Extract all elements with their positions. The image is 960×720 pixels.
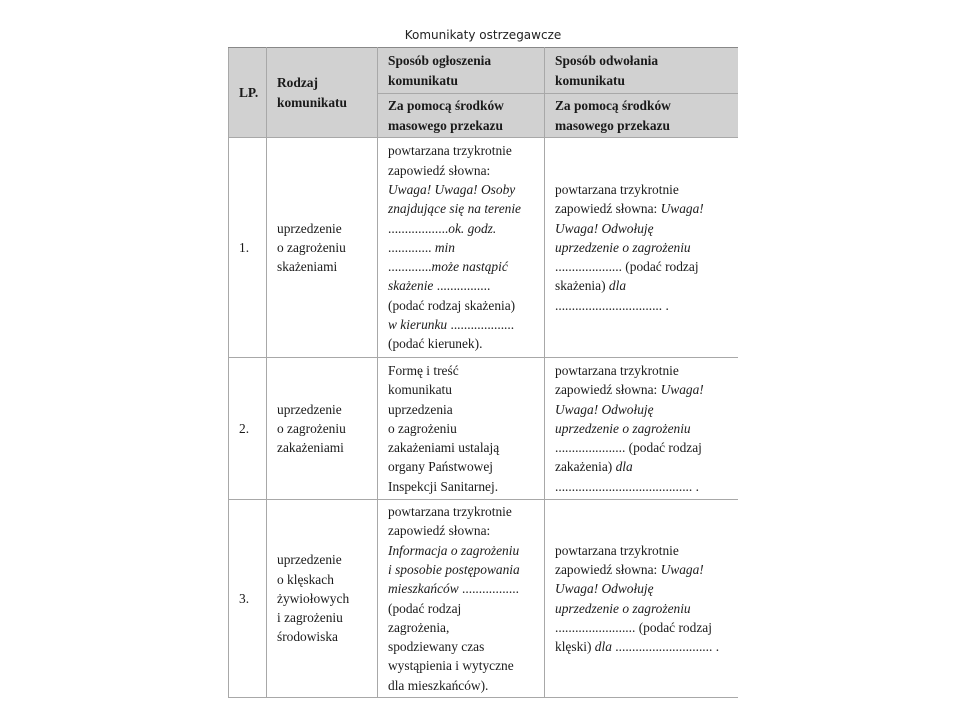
italic-fragment: dla bbox=[594, 639, 612, 655]
text-fragment: skażenia) bbox=[555, 278, 609, 294]
text-fragment: (podać rodzaj bbox=[388, 600, 462, 616]
method-line bbox=[388, 257, 534, 276]
italic-fragment: ok. godz. bbox=[448, 220, 497, 236]
message-type-line: o zagrożeniu bbox=[277, 239, 346, 255]
message-type-line: żywiołowych bbox=[277, 590, 350, 606]
text-fragment: powtarzana trzykrotnie bbox=[388, 143, 512, 159]
text-fragment: komunikatu bbox=[388, 382, 452, 398]
italic-fragment: uprzedzenie o zagrożeniu bbox=[555, 600, 691, 616]
method-line bbox=[555, 296, 728, 315]
text-fragment: zapowiedź słowna: bbox=[388, 523, 491, 539]
text-fragment: zapowiedź słowna: bbox=[555, 382, 661, 398]
text-fragment: uprzedzenia bbox=[388, 401, 453, 417]
message-type bbox=[267, 138, 378, 358]
text-fragment: ..................... (podać rodzaj bbox=[555, 440, 702, 456]
header-media-line2: masowego przekazu bbox=[388, 117, 503, 133]
method-line bbox=[555, 219, 728, 238]
method-line bbox=[555, 257, 728, 276]
message-type-line: o zagrożeniu bbox=[277, 420, 346, 436]
text-fragment: zapowiedź słowna: bbox=[555, 201, 661, 217]
header-media-line2: masowego przekazu bbox=[555, 117, 670, 133]
italic-fragment: Uwaga! Odwołuję bbox=[555, 581, 654, 597]
header-revoke-line1: Sposób odwołania bbox=[555, 53, 659, 69]
header-announce-line2: komunikatu bbox=[388, 72, 458, 88]
italic-fragment: dla bbox=[615, 459, 633, 475]
method-line bbox=[388, 419, 534, 438]
method-line bbox=[388, 400, 534, 419]
method-line bbox=[555, 380, 728, 399]
text-fragment: .................... (podać rodzaj bbox=[555, 259, 699, 275]
method-line bbox=[555, 599, 728, 618]
text-fragment: powtarzana trzykrotnie bbox=[555, 362, 679, 378]
italic-fragment: może nastąpić bbox=[431, 259, 508, 275]
method-line bbox=[388, 541, 534, 560]
message-type bbox=[267, 500, 378, 698]
header-revoke bbox=[545, 48, 738, 94]
italic-fragment: Uwaga! bbox=[660, 382, 704, 398]
method-line bbox=[388, 637, 534, 656]
method-line bbox=[388, 199, 534, 218]
italic-fragment: min bbox=[431, 239, 455, 255]
method-line bbox=[555, 180, 728, 199]
text-fragment: organy Państwowej bbox=[388, 459, 494, 475]
method-line bbox=[555, 541, 728, 560]
text-fragment: zagrożenia, bbox=[388, 619, 450, 635]
announce-method bbox=[378, 138, 545, 358]
text-fragment: klęski) bbox=[555, 639, 595, 655]
method-line bbox=[388, 276, 534, 295]
italic-fragment: Uwaga! Odwołuję bbox=[555, 401, 654, 417]
method-line bbox=[555, 637, 728, 656]
text-fragment: zapowiedź słowna: bbox=[388, 162, 491, 178]
header-lp: LP. bbox=[229, 48, 267, 138]
text-fragment: o zagrożeniu bbox=[388, 420, 457, 436]
method-line bbox=[388, 521, 534, 540]
method-line bbox=[388, 180, 534, 199]
method-line bbox=[388, 315, 534, 334]
text-fragment: dla mieszkańców). bbox=[388, 677, 489, 693]
text-fragment: ........................ (podać rodzaj bbox=[555, 619, 712, 635]
method-line bbox=[555, 276, 728, 295]
text-fragment: ......................................... . bbox=[555, 478, 699, 494]
method-line bbox=[388, 457, 534, 476]
header-media-line1: Za pomocą środków bbox=[555, 98, 671, 114]
header-announce-media bbox=[378, 94, 545, 138]
method-line bbox=[388, 477, 534, 496]
method-line bbox=[388, 438, 534, 457]
text-fragment: powtarzana trzykrotnie bbox=[388, 504, 512, 520]
row-number: 3. bbox=[229, 500, 267, 698]
text-fragment: zapowiedź słowna: bbox=[555, 561, 661, 577]
italic-fragment: Uwaga! bbox=[660, 201, 704, 217]
text-fragment: ............. bbox=[388, 239, 432, 255]
method-line bbox=[388, 380, 534, 399]
method-line bbox=[388, 219, 534, 238]
method-line bbox=[388, 502, 534, 521]
italic-fragment: i sposobie postępowania bbox=[388, 561, 520, 577]
method-line bbox=[555, 618, 728, 637]
method-line bbox=[388, 579, 534, 598]
method-line bbox=[555, 199, 728, 218]
message-type-line: i zagrożeniu bbox=[277, 610, 343, 626]
announce-method bbox=[378, 358, 545, 500]
text-fragment: zakażeniami ustalają bbox=[388, 440, 500, 456]
message-type-line: uprzedzenie bbox=[277, 220, 342, 236]
method-line bbox=[555, 438, 728, 457]
text-fragment: powtarzana trzykrotnie bbox=[555, 542, 679, 558]
message-type-line: środowiska bbox=[277, 629, 338, 645]
message-type-line: o klęskach bbox=[277, 571, 334, 587]
header-type-line2: komunikatu bbox=[277, 94, 347, 110]
italic-fragment: uprzedzenie o zagrożeniu bbox=[555, 420, 691, 436]
italic-fragment: mieszkańców bbox=[388, 581, 459, 597]
revoke-method bbox=[545, 500, 738, 698]
method-line bbox=[388, 141, 534, 160]
method-line bbox=[388, 361, 534, 380]
warning-messages-table bbox=[228, 47, 738, 698]
header-announce-line1: Sposób ogłoszenia bbox=[388, 53, 492, 69]
row-number: 2. bbox=[229, 358, 267, 500]
text-fragment: zakażenia) bbox=[555, 459, 616, 475]
text-fragment: Inspekcji Sanitarnej. bbox=[388, 478, 499, 494]
italic-fragment: Uwaga! Odwołuję bbox=[555, 220, 654, 236]
message-type bbox=[267, 358, 378, 500]
method-line bbox=[555, 457, 728, 476]
header-media-line1: Za pomocą środków bbox=[388, 98, 504, 114]
header-revoke-line2: komunikatu bbox=[555, 72, 625, 88]
message-type-line: uprzedzenie bbox=[277, 552, 342, 568]
method-line bbox=[555, 560, 728, 579]
italic-fragment: znajdujące się na terenie bbox=[388, 201, 522, 217]
method-line bbox=[555, 361, 728, 380]
header-type-line1: Rodzaj bbox=[277, 75, 318, 91]
table-row bbox=[229, 500, 738, 698]
italic-fragment: w kierunku bbox=[388, 317, 448, 333]
text-fragment: ............................. . bbox=[611, 639, 720, 655]
message-type-line: zakażeniami bbox=[277, 440, 344, 456]
text-fragment: ................ bbox=[433, 278, 491, 294]
italic-fragment: dla bbox=[608, 278, 627, 294]
method-line bbox=[555, 477, 728, 496]
method-line bbox=[388, 296, 534, 315]
italic-fragment: Informacja o zagrożeniu bbox=[388, 542, 520, 558]
text-fragment: ................. bbox=[458, 581, 519, 597]
method-line bbox=[555, 400, 728, 419]
text-fragment: ............. bbox=[388, 259, 432, 275]
header-type bbox=[267, 48, 378, 138]
text-fragment: .................. bbox=[388, 220, 449, 236]
announce-method bbox=[378, 500, 545, 698]
method-line bbox=[555, 579, 728, 598]
table-body bbox=[229, 138, 738, 698]
text-fragment: Formę i treść bbox=[388, 362, 459, 378]
text-fragment: ................... bbox=[447, 317, 515, 333]
text-fragment: ................................ . bbox=[555, 297, 669, 313]
method-line bbox=[388, 656, 534, 675]
italic-fragment: Uwaga! bbox=[660, 561, 704, 577]
method-line bbox=[388, 599, 534, 618]
message-type-line: skażeniami bbox=[277, 259, 338, 275]
table-row bbox=[229, 138, 738, 358]
italic-fragment: Uwaga! Uwaga! Osoby bbox=[388, 181, 516, 197]
header-revoke-media bbox=[545, 94, 738, 138]
table-caption: Komunikaty ostrzegawcze bbox=[404, 28, 562, 42]
revoke-method bbox=[545, 358, 738, 500]
text-fragment: powtarzana trzykrotnie bbox=[555, 181, 679, 197]
text-fragment: spodziewany czas bbox=[388, 639, 485, 655]
method-line bbox=[388, 676, 534, 695]
revoke-method bbox=[545, 138, 738, 358]
method-line bbox=[555, 419, 728, 438]
message-type-line: uprzedzenie bbox=[277, 401, 342, 417]
method-line bbox=[388, 618, 534, 637]
method-line bbox=[555, 238, 728, 257]
text-fragment: (podać rodzaj skażenia) bbox=[388, 297, 516, 313]
method-line bbox=[388, 334, 534, 353]
text-fragment: (podać kierunek). bbox=[388, 336, 483, 352]
table-row bbox=[229, 358, 738, 500]
method-line bbox=[388, 161, 534, 180]
text-fragment: wystąpienia i wytyczne bbox=[388, 658, 514, 674]
row-number: 1. bbox=[229, 138, 267, 358]
italic-fragment: uprzedzenie o zagrożeniu bbox=[555, 239, 691, 255]
method-line bbox=[388, 238, 534, 257]
italic-fragment: skażenie bbox=[388, 278, 434, 294]
header-announce bbox=[378, 48, 545, 94]
method-line bbox=[388, 560, 534, 579]
